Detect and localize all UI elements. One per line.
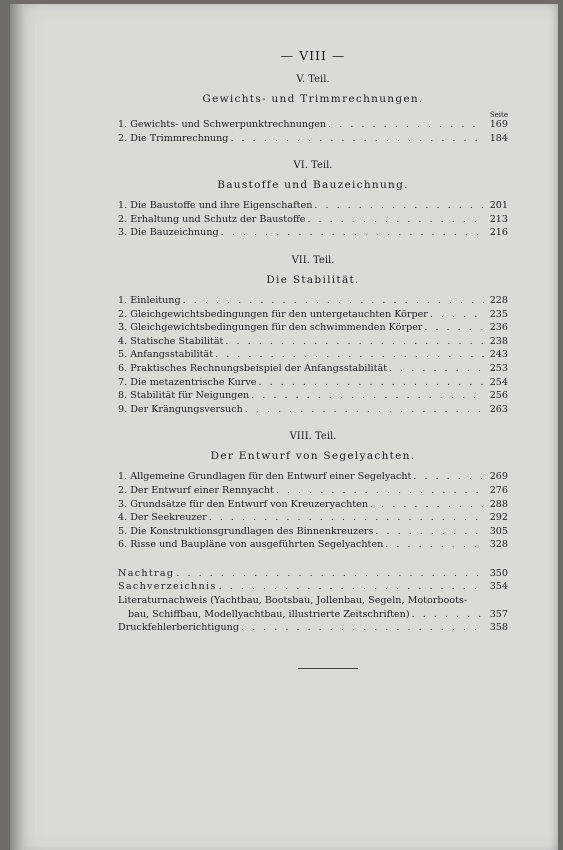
toc-entry-page: 354: [489, 581, 508, 593]
toc-entry-page: 169: [489, 119, 508, 130]
toc-entry: [118, 213, 508, 227]
toc-entry-title: 9. Der Krängungsversuch: [118, 403, 243, 415]
leader-dots: [181, 294, 484, 308]
leader-dots: [305, 213, 484, 227]
toc-entry-title: 6. Praktisches Rechnungsbeispiel der Anfangsstabilität: [118, 362, 388, 374]
leader-dots: [411, 470, 484, 484]
part-title: Der Entwurf von Segelyachten.: [210, 450, 416, 463]
leader-dots: [422, 321, 484, 335]
toc-entry-title: 6. Risse und Baupläne von ausgeführten Segelyachten: [118, 539, 384, 551]
book-spine-shadow: [10, 4, 24, 850]
toc-entry-title: 2. Die Trimmrechnung: [118, 132, 229, 144]
leader-dots: [312, 199, 484, 213]
toc-entry: [118, 470, 508, 484]
part-5-section: [118, 74, 508, 145]
seite-label: Seite: [489, 111, 508, 119]
leader-dots: [368, 498, 484, 512]
toc-entry: [118, 321, 508, 335]
toc-entry: [118, 308, 508, 322]
leader-dots: [239, 621, 484, 635]
leader-dots: [228, 132, 484, 146]
book-page: [10, 4, 558, 850]
toc-entry-page: 201: [489, 200, 508, 212]
toc-entry-title: 4. Statische Stabilität: [118, 335, 224, 347]
leader-dots: [174, 567, 484, 581]
toc-entry: [118, 389, 508, 403]
toc-entry-title: 3. Gleichgewichtsbedingungen für den schwimmenden Körper: [118, 322, 423, 334]
toc-entry: [118, 567, 508, 581]
toc-entry-page: 238: [489, 335, 508, 347]
toc-entry-page: 288: [489, 498, 508, 510]
toc-entry-title: 2. Der Entwurf einer Rennyacht: [118, 484, 274, 496]
leader-dots: [373, 525, 484, 539]
toc-entry: [118, 594, 508, 608]
toc-entry-title: 3. Die Bauzeichnung: [118, 227, 219, 239]
toc-entry-page: 253: [489, 362, 508, 374]
toc-entry: [118, 199, 508, 213]
toc-entry: [118, 132, 508, 146]
toc-entry-page: 184: [489, 132, 508, 144]
toc-entry: [118, 118, 508, 132]
toc-entry: [118, 498, 508, 512]
leader-dots: [410, 608, 484, 622]
part-6-section: [118, 160, 508, 240]
toc-entry: [118, 484, 508, 498]
toc-entry-title: 5. Die Konstruktionsgrundlagen des Binnenkreuzers: [118, 525, 374, 537]
toc-entry-title: bau, Schiffbau, Modellyachtbau, illustrierte Zeitschriften): [128, 608, 410, 620]
toc-entry-page: 292: [489, 512, 508, 524]
toc-entry-title: 4. Der Seekreuzer: [118, 512, 207, 524]
toc-entry: [118, 525, 508, 539]
toc-entry-page: 328: [489, 539, 508, 551]
leader-dots: [387, 362, 484, 376]
toc-entry-title: 8. Stabilität für Neigungen: [118, 390, 250, 402]
appendix-section: [118, 567, 508, 635]
part-number: VI. Teil.: [293, 160, 333, 172]
leader-dots: [383, 538, 484, 552]
part-number: VIII. Teil.: [289, 431, 337, 443]
toc-entry-title: 1. Gewichts- und Schwerpunktrechnungen: [118, 119, 327, 130]
toc-entry-page: 256: [489, 390, 508, 402]
toc-entry-page: 213: [489, 213, 508, 225]
toc-entry-page: 228: [489, 294, 508, 306]
toc-entry: [118, 511, 508, 525]
page-header: — VIII —: [280, 48, 346, 63]
leader-dots: [274, 484, 484, 498]
toc-entry: [118, 294, 508, 308]
toc-entry-page: 350: [489, 567, 508, 579]
toc-entry-title: 3. Grundsätze für den Entwurf von Kreuzeryachten: [118, 498, 369, 510]
toc-entry: [118, 376, 508, 390]
toc-entry-page: 254: [489, 376, 508, 388]
toc-entry-title: Literaturnachweis (Yachtbau, Bootsbau, Jollenbau, Segeln, Motorboots-: [118, 595, 468, 607]
toc-entry: [118, 362, 508, 376]
part-number: VII. Teil.: [291, 254, 335, 266]
toc-entry-title: 1. Allgemeine Grundlagen für den Entwurf einer Segelyacht: [118, 471, 412, 483]
toc-entry-title: 7. Die metazentrische Kurve: [118, 376, 257, 388]
toc-entry: [118, 226, 508, 240]
toc-entry-title: 5. Anfangsstabilität: [118, 349, 214, 361]
toc-entry-title: Sachverzeichnis: [118, 581, 217, 593]
leader-dots: [207, 511, 484, 525]
leader-dots: [249, 389, 484, 403]
toc-entry-page: 358: [489, 622, 508, 634]
leader-dots: [223, 335, 484, 349]
toc-entry-title: 1. Einleitung: [118, 294, 181, 306]
toc-entry-page: 305: [489, 525, 508, 537]
toc-entry-page: 216: [489, 227, 508, 239]
toc-entry-page: 236: [489, 322, 508, 334]
toc-entry: [118, 335, 508, 349]
part-number: V. Teil.: [296, 74, 330, 85]
toc-entry-page: 269: [489, 471, 508, 483]
toc-entry-page: 357: [489, 608, 508, 620]
leader-dots: [213, 348, 484, 362]
part-title: Gewichts- und Trimmrechnungen.: [202, 93, 424, 105]
table-of-contents: [118, 48, 508, 650]
toc-entry-title: 2. Erhaltung und Schutz der Baustoffe: [118, 213, 306, 225]
leader-dots: [428, 308, 484, 322]
toc-entry-page: 263: [489, 403, 508, 415]
leader-dots: [256, 376, 484, 390]
toc-entry-title: 2. Gleichgewichtsbedingungen für den untergetauchten Körper: [118, 308, 428, 320]
toc-entry-title: 1. Die Baustoffe und ihre Eigenschaften: [118, 200, 313, 212]
part-8-section: [118, 431, 508, 552]
toc-entry: [118, 621, 508, 635]
part-title: Baustoffe und Bauzeichnung.: [217, 179, 409, 192]
toc-entry: [118, 538, 508, 552]
toc-entry: [118, 608, 508, 622]
part-title: Die Stabilität.: [266, 273, 360, 286]
part-7-section: [118, 255, 508, 416]
leader-dots: [217, 580, 484, 594]
toc-entry: [118, 580, 508, 594]
toc-entry-page: 276: [489, 484, 508, 496]
toc-entry-title: Nachtrag: [118, 567, 175, 579]
closing-rule: [298, 668, 358, 669]
leader-dots: [243, 403, 484, 417]
toc-entry-title: Druckfehlerberichtigung: [118, 622, 239, 634]
toc-entry: [118, 403, 508, 417]
toc-entry-page: 243: [489, 349, 508, 361]
toc-entry: [118, 348, 508, 362]
leader-dots: [326, 118, 484, 132]
toc-entry-page: 235: [489, 308, 508, 320]
leader-dots: [219, 226, 484, 240]
